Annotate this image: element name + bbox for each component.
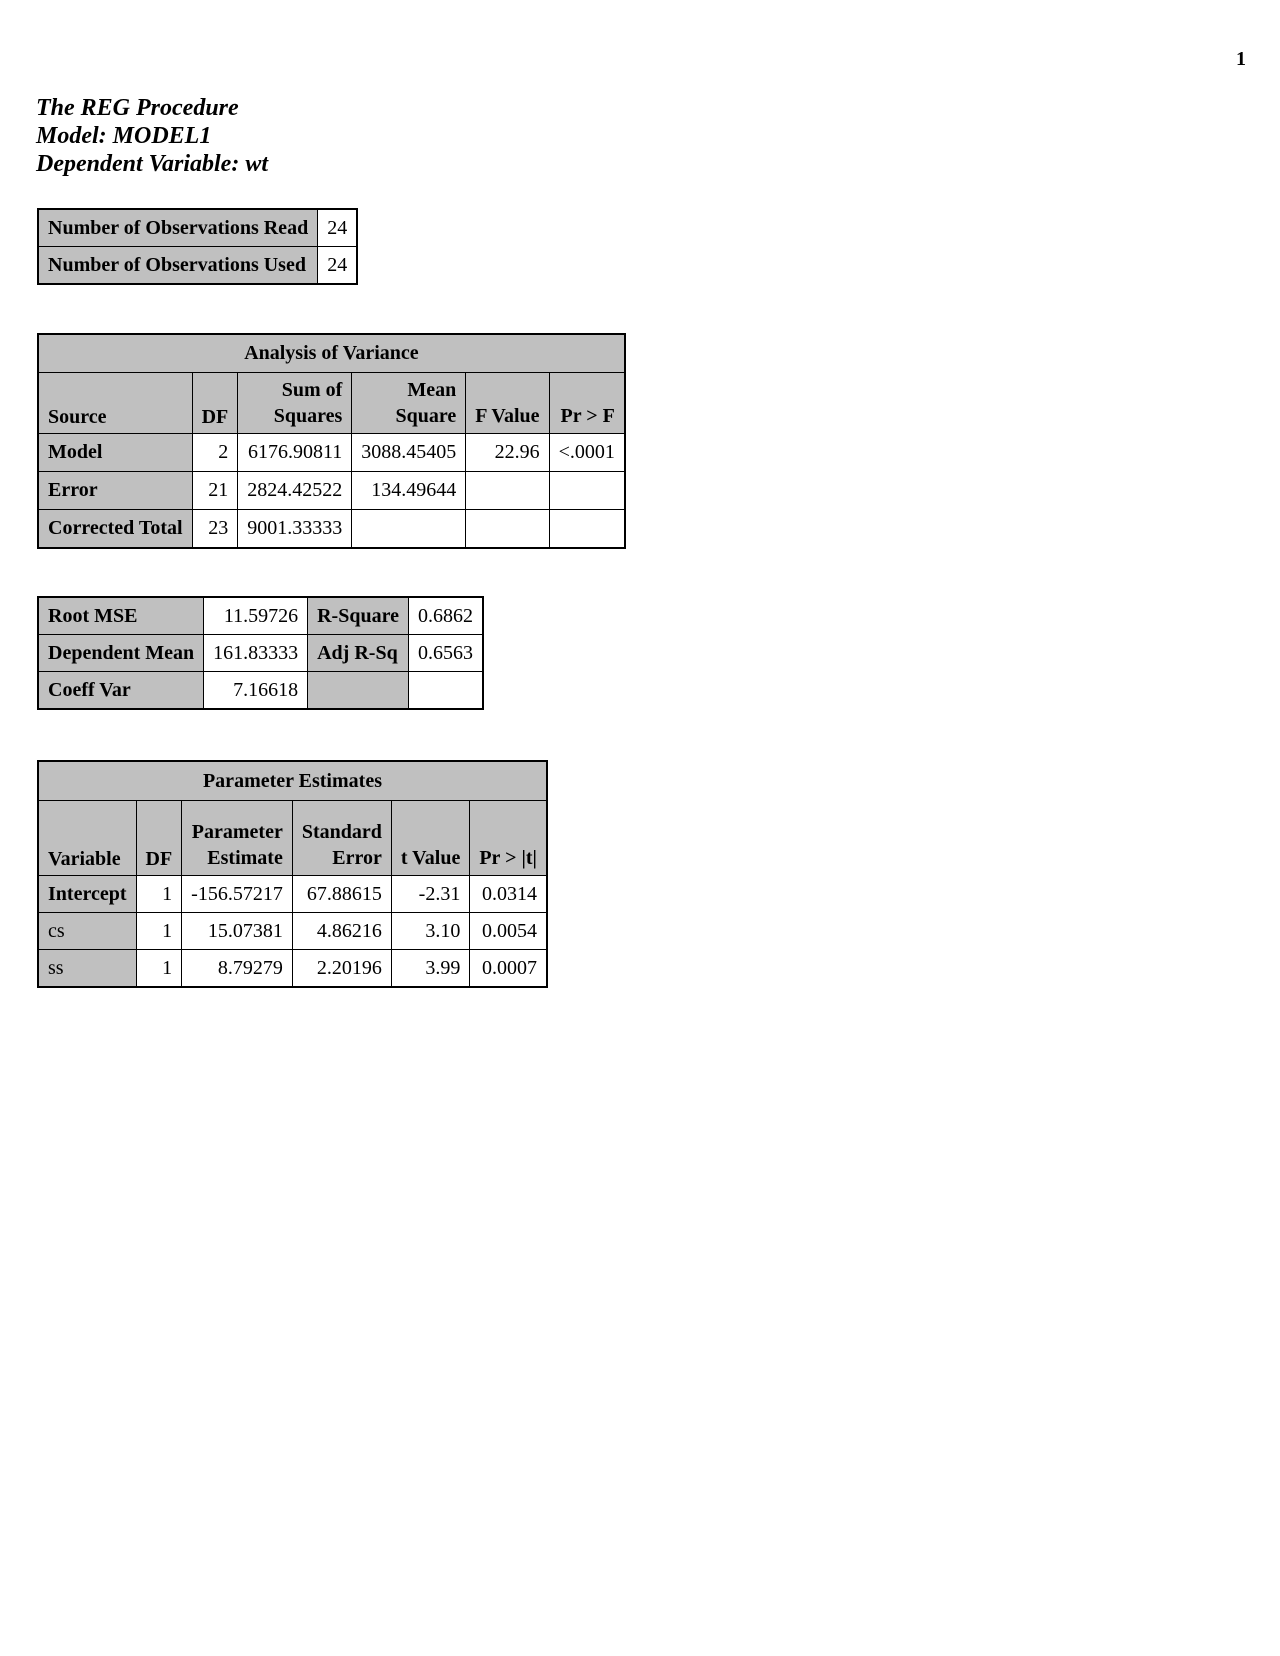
param-p: 0.0007 bbox=[470, 950, 547, 988]
fit-value: 11.59726 bbox=[204, 597, 308, 635]
anova-source: Corrected Total bbox=[38, 510, 192, 549]
param-variable: cs bbox=[38, 913, 136, 950]
param-t: 3.10 bbox=[391, 913, 469, 950]
header-line: Standard bbox=[301, 821, 382, 843]
anova-header-source: Source bbox=[38, 373, 192, 434]
params-header-row bbox=[38, 801, 547, 876]
header-line: Squares bbox=[273, 405, 343, 427]
params-header-variable: Variable bbox=[38, 801, 136, 876]
fit-value: 161.83333 bbox=[204, 635, 308, 672]
anova-ss: 6176.90811 bbox=[238, 434, 352, 472]
anova-header-df: DF bbox=[192, 373, 238, 434]
header-line: Estimate bbox=[207, 847, 283, 869]
anova-df: 23 bbox=[192, 510, 238, 549]
anova-source: Model bbox=[38, 434, 192, 472]
fit-label: Coeff Var bbox=[38, 672, 204, 710]
anova-caption: Analysis of Variance bbox=[38, 334, 625, 373]
anova-ms: 3088.45405 bbox=[352, 434, 466, 472]
header-line: Error bbox=[332, 847, 382, 869]
header-line: Sum of bbox=[281, 379, 343, 401]
table-row bbox=[38, 597, 483, 635]
anova-header-p: Pr > F bbox=[549, 373, 625, 434]
table-row bbox=[38, 913, 547, 950]
fit-label bbox=[308, 672, 409, 710]
param-estimate: 15.07381 bbox=[182, 913, 293, 950]
param-df: 1 bbox=[136, 913, 182, 950]
anova-header-f: F Value bbox=[466, 373, 549, 434]
header-line: Square bbox=[395, 405, 457, 427]
header-line: Parameter bbox=[191, 821, 283, 843]
parameter-estimates-table bbox=[37, 760, 548, 988]
params-header-df: DF bbox=[136, 801, 182, 876]
param-df: 1 bbox=[136, 950, 182, 988]
obs-used-label: Number of Observations Used bbox=[38, 247, 318, 285]
param-p: 0.0314 bbox=[470, 876, 547, 913]
param-stderr: 67.88615 bbox=[292, 876, 391, 913]
param-t: -2.31 bbox=[391, 876, 469, 913]
header-line: Mean bbox=[407, 379, 457, 401]
procedure-titles bbox=[36, 94, 268, 178]
param-estimate: 8.79279 bbox=[182, 950, 293, 988]
anova-header-ss bbox=[238, 373, 352, 434]
obs-used-value: 24 bbox=[318, 247, 358, 285]
dependent-variable-title: Dependent Variable: wt bbox=[36, 151, 268, 177]
anova-df: 21 bbox=[192, 472, 238, 510]
anova-p: <.0001 bbox=[549, 434, 625, 472]
anova-header-row bbox=[38, 373, 625, 434]
table-row bbox=[38, 635, 483, 672]
fit-label: Dependent Mean bbox=[38, 635, 204, 672]
table-row bbox=[38, 950, 547, 988]
params-header-stderr bbox=[292, 801, 391, 876]
fit-value bbox=[408, 672, 483, 710]
fit-label: R-Square bbox=[308, 597, 409, 635]
table-row bbox=[38, 472, 625, 510]
table-row bbox=[38, 209, 357, 247]
anova-p bbox=[549, 510, 625, 549]
fit-value: 0.6862 bbox=[408, 597, 483, 635]
anova-f bbox=[466, 472, 549, 510]
table-row bbox=[38, 434, 625, 472]
anova-table bbox=[37, 333, 626, 549]
param-t: 3.99 bbox=[391, 950, 469, 988]
fit-value: 0.6563 bbox=[408, 635, 483, 672]
params-header-p: Pr > |t| bbox=[470, 801, 547, 876]
table-row bbox=[38, 876, 547, 913]
param-stderr: 4.86216 bbox=[292, 913, 391, 950]
table-row bbox=[38, 510, 625, 549]
observations-table bbox=[37, 208, 358, 285]
fit-value: 7.16618 bbox=[204, 672, 308, 710]
table-row bbox=[38, 672, 483, 710]
param-p: 0.0054 bbox=[470, 913, 547, 950]
params-header-estimate bbox=[182, 801, 293, 876]
obs-read-label: Number of Observations Read bbox=[38, 209, 318, 247]
anova-ss: 2824.42522 bbox=[238, 472, 352, 510]
params-caption: Parameter Estimates bbox=[38, 761, 547, 801]
fit-label: Adj R-Sq bbox=[308, 635, 409, 672]
model-title: Model: MODEL1 bbox=[36, 123, 212, 149]
anova-f bbox=[466, 510, 549, 549]
table-row bbox=[38, 247, 357, 285]
anova-f: 22.96 bbox=[466, 434, 549, 472]
anova-df: 2 bbox=[192, 434, 238, 472]
fit-label: Root MSE bbox=[38, 597, 204, 635]
procedure-title: The REG Procedure bbox=[36, 95, 239, 121]
anova-ms bbox=[352, 510, 466, 549]
anova-ms: 134.49644 bbox=[352, 472, 466, 510]
params-header-t: t Value bbox=[391, 801, 469, 876]
param-df: 1 bbox=[136, 876, 182, 913]
page-number: 1 bbox=[1236, 48, 1246, 70]
param-stderr: 2.20196 bbox=[292, 950, 391, 988]
obs-read-value: 24 bbox=[318, 209, 358, 247]
param-variable: ss bbox=[38, 950, 136, 988]
anova-ss: 9001.33333 bbox=[238, 510, 352, 549]
fit-statistics-table bbox=[37, 596, 484, 710]
param-estimate: -156.57217 bbox=[182, 876, 293, 913]
anova-p bbox=[549, 472, 625, 510]
anova-source: Error bbox=[38, 472, 192, 510]
anova-header-ms bbox=[352, 373, 466, 434]
param-variable: Intercept bbox=[38, 876, 136, 913]
